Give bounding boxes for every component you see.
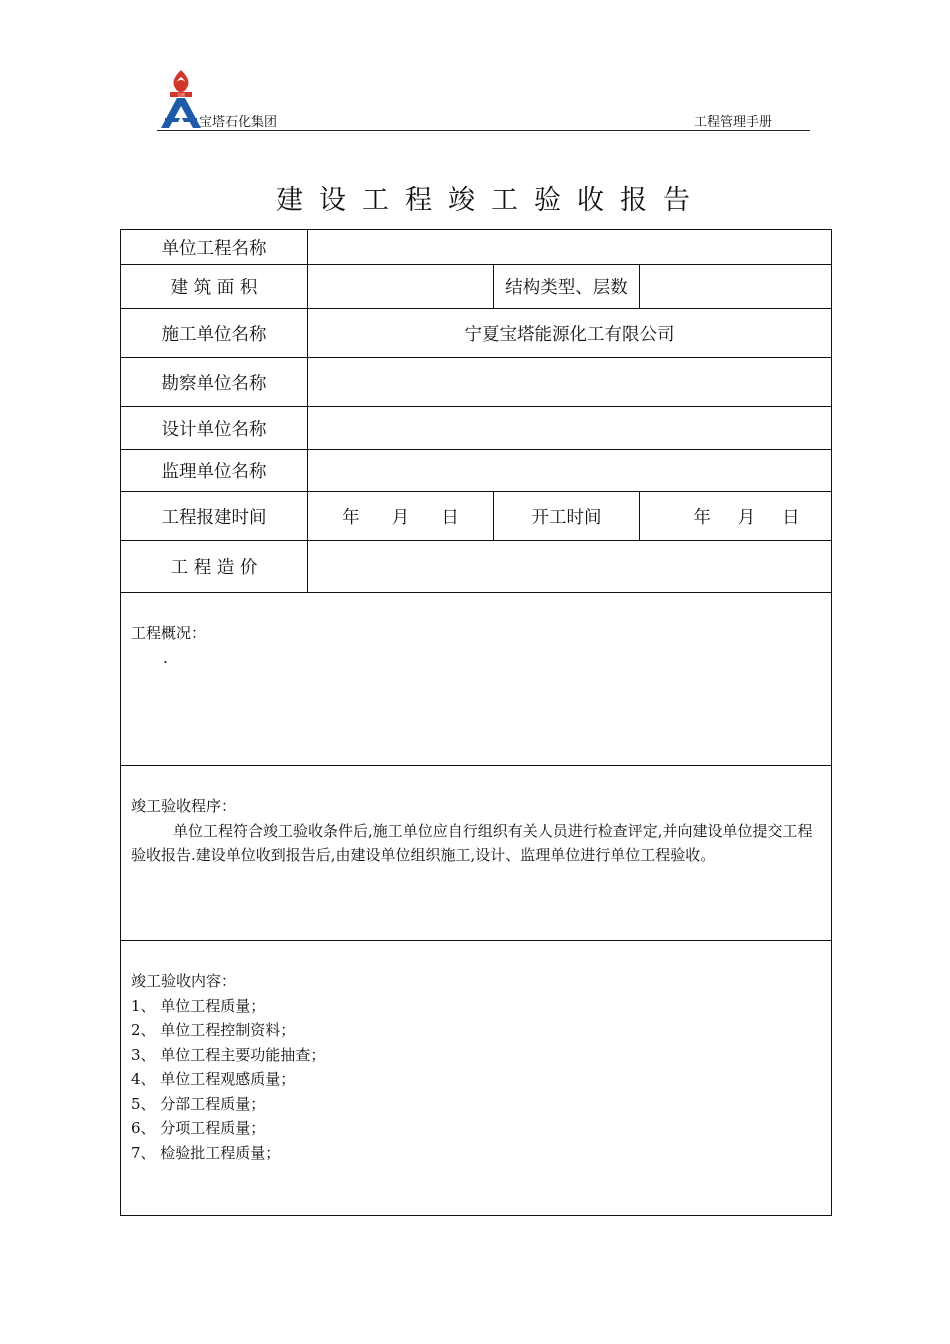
logo-text: 宝塔: [177, 92, 185, 98]
manual-name: 工程管理手册: [693, 115, 772, 130]
overview-heading: 工程概况：: [131, 624, 207, 642]
row-design-unit: [121, 407, 832, 450]
start-day-unit: 日: [782, 507, 800, 528]
contents-item: 4、 单位工程观感质量；: [131, 1070, 296, 1088]
row-survey-unit: [121, 358, 832, 407]
row-cost: [121, 541, 832, 593]
report-title: 建设工程竣工验收报告: [276, 185, 706, 216]
contents-item: 6、 分项工程质量；: [131, 1119, 266, 1137]
row-construction-unit: [121, 309, 832, 358]
overview-content: .: [163, 648, 168, 667]
company-name: 宝塔石化集团: [199, 115, 278, 130]
field-survey-unit[interactable]: [308, 358, 832, 407]
contents-item: 1、 单位工程质量；: [131, 996, 266, 1015]
label-cost: 工 程 造 价: [121, 541, 308, 593]
row-contents: [121, 941, 832, 1216]
contents-item: 5、 分部工程质量；: [131, 1094, 266, 1113]
field-cost[interactable]: [308, 541, 832, 593]
field-construction-unit[interactable]: 宁夏宝塔能源化工有限公司: [308, 309, 832, 358]
company-logo: [157, 68, 205, 130]
row-supervision-unit: [121, 450, 832, 492]
contents-item: 2、 单位工程控制资料；: [131, 1021, 296, 1039]
label-unit-project-name: 单位工程名称: [121, 230, 308, 265]
label-start-time: 开工时间: [494, 492, 640, 541]
row-building-area: [121, 265, 832, 309]
label-construction-unit: 施工单位名称: [121, 309, 308, 358]
contents-item: 7、 检验批工程质量；: [131, 1143, 281, 1162]
row-unit-project-name: [121, 230, 832, 265]
row-procedure: [121, 766, 832, 941]
field-structure-type[interactable]: [640, 265, 832, 309]
row-overview: [121, 593, 832, 766]
procedure-text: 单位工程符合竣工验收条件后,施工单位应自行组织有关人员进行检查评定,并向建设单位提交工程验收报告.建设单位收到报告后,由建设单位组织施工,设计、监理单位进行单位工程验收。: [131, 821, 813, 864]
contents-item: 3、 单位工程主要功能抽查；: [131, 1045, 326, 1064]
contents-section: [121, 941, 832, 1216]
field-report-time[interactable]: [308, 492, 494, 541]
field-unit-project-name[interactable]: [308, 230, 832, 265]
field-supervision-unit[interactable]: [308, 450, 832, 492]
contents-heading: 竣工验收内容：: [131, 972, 237, 990]
label-report-time: 工程报建时间: [121, 492, 308, 541]
acceptance-report-table: [120, 229, 832, 1216]
label-survey-unit: 勘察单位名称: [121, 358, 308, 407]
overview-section[interactable]: [121, 593, 832, 766]
label-supervision-unit: 监理单位名称: [121, 450, 308, 492]
procedure-section: [121, 766, 832, 941]
start-year-unit: 年: [693, 507, 711, 528]
header-divider: [157, 130, 810, 131]
report-year-unit: 年: [342, 507, 360, 528]
field-start-time[interactable]: [640, 492, 832, 541]
start-month-unit: 月: [737, 507, 756, 528]
procedure-heading: 竣工验收程序：: [131, 797, 237, 815]
label-structure-type: 结构类型、层数: [494, 265, 640, 309]
report-day-unit: 日: [441, 507, 459, 528]
label-design-unit: 设计单位名称: [121, 407, 308, 450]
field-design-unit[interactable]: [308, 407, 832, 450]
field-building-area[interactable]: [308, 265, 494, 309]
label-building-area: 建 筑 面 积: [121, 265, 308, 309]
report-month-unit: 月: [391, 507, 410, 528]
page-header: [157, 64, 810, 132]
row-dates: [121, 492, 832, 541]
